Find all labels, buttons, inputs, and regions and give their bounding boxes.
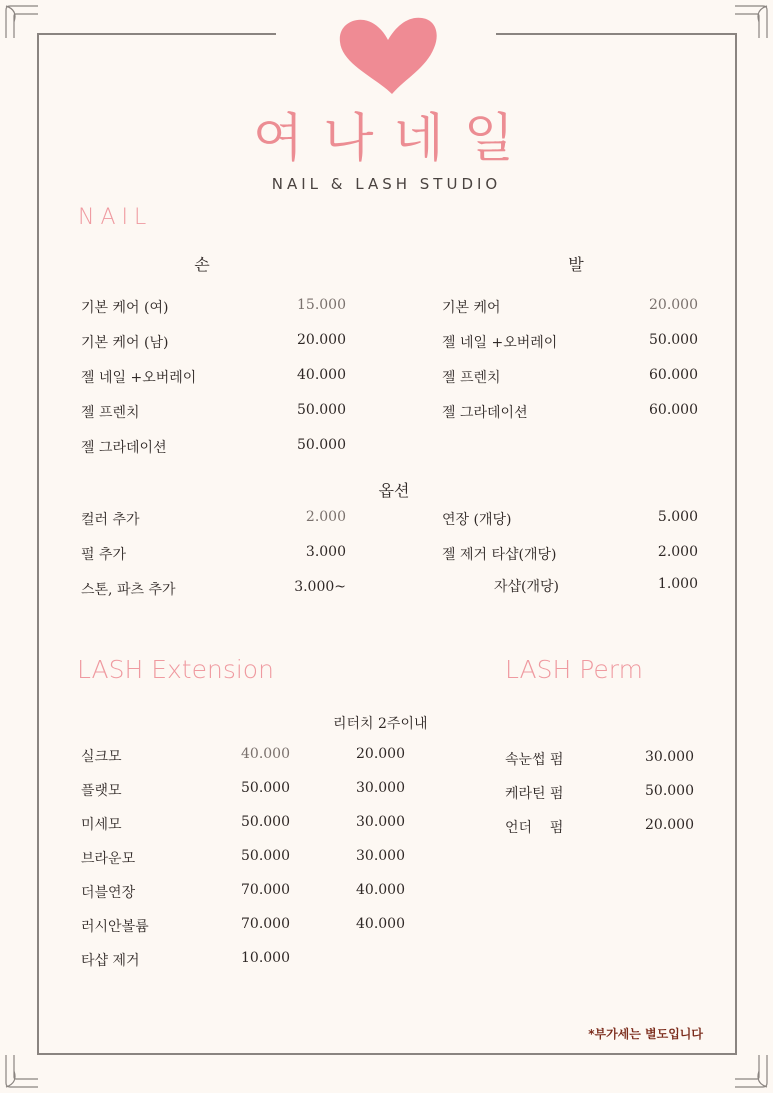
option-right-item-price: 1.000 <box>657 576 698 592</box>
nail-section-label: NAIL <box>78 205 153 230</box>
option-left-item-name: 펄 추가 <box>81 547 127 563</box>
lash-extension-item-price: 50.000 <box>241 780 290 796</box>
option-right-item-price: 2.000 <box>657 544 698 560</box>
foot-item-name: 기본 케어 <box>442 300 501 316</box>
brand-title: 여나네일 <box>253 109 534 169</box>
lash-extension-retouch-price: 30.000 <box>356 780 405 796</box>
lash-extension-item-price: 70.000 <box>241 916 290 932</box>
foot-item-price: 50.000 <box>649 332 698 348</box>
option-left-item-price: 2.000 <box>305 509 346 525</box>
retouch-heading: 리터치 2주이내 <box>333 716 428 732</box>
lash-perm-item-name: 속눈썹 펌 <box>505 752 564 768</box>
option-right-item-price: 5.000 <box>657 509 698 525</box>
lash-extension-item-price: 10.000 <box>241 950 290 966</box>
lash-extension-retouch-price: 40.000 <box>356 916 405 932</box>
frame-top-right-line <box>496 33 736 35</box>
corner-ornament-bottom-right <box>733 1053 771 1091</box>
corner-ornament-top-left <box>2 2 40 40</box>
foot-item-price: 60.000 <box>649 367 698 383</box>
frame-top-left-line <box>38 33 276 35</box>
hand-item-price: 20.000 <box>297 332 346 348</box>
foot-item-name: 젤 네일 +오버레이 <box>442 335 558 351</box>
lash-perm-item-name: 케라틴 펌 <box>505 786 564 802</box>
options-heading: 옵션 <box>378 481 410 500</box>
hand-item-name: 기본 케어 (여) <box>81 300 169 316</box>
lash-perm-item-price: 30.000 <box>645 749 694 765</box>
hand-item-price: 40.000 <box>297 367 346 383</box>
foot-item-name: 젤 프렌치 <box>442 370 501 386</box>
corner-ornament-top-right <box>733 2 771 40</box>
lash-perm-item-price: 50.000 <box>645 783 694 799</box>
lash-extension-item-name: 타샵 제거 <box>81 953 140 969</box>
lash-extension-item-name: 브라운모 <box>81 851 136 867</box>
lash-extension-retouch-price: 30.000 <box>356 814 405 830</box>
heart-icon <box>336 14 440 98</box>
option-left-item-price: 3.000~ <box>294 579 346 595</box>
hand-item-price: 50.000 <box>297 437 346 453</box>
lash-extension-retouch-price: 20.000 <box>356 746 405 762</box>
lash-extension-label: LASH Extension <box>77 655 274 684</box>
lash-extension-retouch-price: 30.000 <box>356 848 405 864</box>
hand-item-name: 젤 프렌치 <box>81 405 140 421</box>
lash-extension-item-price: 50.000 <box>241 814 290 830</box>
foot-heading: 발 <box>568 255 584 274</box>
hand-item-name: 젤 그라데이션 <box>81 440 167 456</box>
hand-item-name: 기본 케어 (남) <box>81 335 169 351</box>
lash-perm-item-name: 언더 펌 <box>505 820 564 836</box>
hand-heading: 손 <box>194 255 210 274</box>
lash-extension-item-name: 러시안볼륨 <box>81 919 149 935</box>
lash-extension-item-name: 미세모 <box>81 817 122 833</box>
option-right-item-name: 자샵(개당) <box>494 579 560 595</box>
foot-item-price: 60.000 <box>649 402 698 418</box>
hand-item-price: 50.000 <box>297 402 346 418</box>
option-right-item-name: 연장 (개당) <box>442 512 512 528</box>
foot-item-price: 20.000 <box>649 297 698 313</box>
option-left-item-name: 스톤, 파츠 추가 <box>81 582 176 598</box>
lash-extension-item-name: 실크모 <box>81 749 122 765</box>
foot-item-name: 젤 그라데이션 <box>442 405 528 421</box>
lash-perm-item-price: 20.000 <box>645 817 694 833</box>
hand-item-price: 15.000 <box>297 297 346 313</box>
lash-extension-item-name: 더블연장 <box>81 885 136 901</box>
frame-bottom-line <box>37 1053 737 1055</box>
option-left-item-price: 3.000 <box>305 544 346 560</box>
option-left-item-name: 컬러 추가 <box>81 512 140 528</box>
lash-extension-retouch-price: 40.000 <box>356 882 405 898</box>
lash-perm-label: LASH Perm <box>505 655 643 684</box>
brand-subtitle: NAIL & LASH STUDIO <box>271 175 502 193</box>
vat-note: *부가세는 별도입니다 <box>588 1027 703 1041</box>
lash-extension-item-price: 40.000 <box>241 746 290 762</box>
lash-extension-item-name: 플랫모 <box>81 783 122 799</box>
lash-extension-item-price: 70.000 <box>241 882 290 898</box>
lash-extension-item-price: 50.000 <box>241 848 290 864</box>
corner-ornament-bottom-left <box>2 1053 40 1091</box>
option-right-item-name: 젤 제거 타샵(개당) <box>442 547 557 563</box>
hand-item-name: 젤 네일 +오버레이 <box>81 370 197 386</box>
